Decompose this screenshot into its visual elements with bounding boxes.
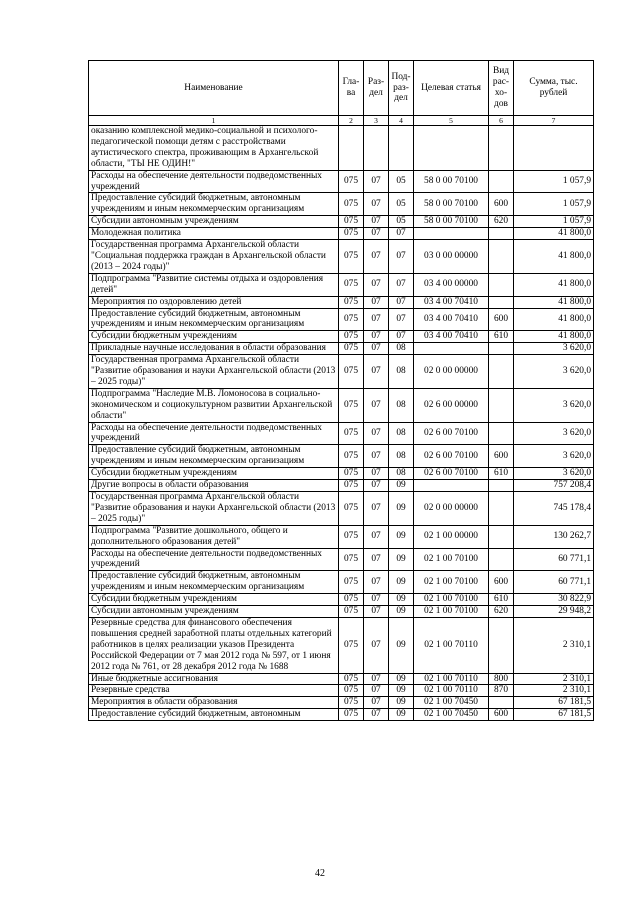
row-glava: 075 (339, 296, 364, 308)
row-vid (489, 697, 514, 709)
row-target: 02 1 00 70450 (414, 697, 489, 709)
row-glava: 075 (339, 480, 364, 492)
row-sum: 67 181,5 (514, 709, 594, 721)
row-sum: 41 800,0 (514, 296, 594, 308)
row-sum: 41 800,0 (514, 308, 594, 331)
row-name: Государственная программа Архангельской области "Развитие образования и науки Архангельской области (2013 – 2025 годы)" (89, 492, 339, 526)
row-sum: 41 800,0 (514, 331, 594, 343)
header-podrazdel: Под-раз-дел (389, 61, 414, 116)
row-sum: 1 057,9 (514, 216, 594, 228)
row-name: Подпрограмма "Развитие системы отдыха и оздоровления детей" (89, 273, 339, 296)
row-vid: 610 (489, 468, 514, 480)
row-target: 02 1 00 70100 (414, 594, 489, 606)
table-row (89, 445, 594, 468)
row-podrazdel: 05 (389, 170, 414, 193)
row-target: 02 1 00 70100 (414, 571, 489, 594)
row-glava: 075 (339, 343, 364, 355)
row-vid: 620 (489, 216, 514, 228)
header-name: Наименование (89, 61, 339, 116)
row-podrazdel: 05 (389, 216, 414, 228)
row-name: Субсидии бюджетным учреждениям (89, 468, 339, 480)
table-row (89, 492, 594, 526)
row-glava: 075 (339, 697, 364, 709)
row-glava: 075 (339, 273, 364, 296)
row-target: 02 1 00 00000 (414, 525, 489, 548)
row-vid (489, 240, 514, 274)
table-row (89, 571, 594, 594)
table-row (89, 422, 594, 445)
row-razdel: 07 (364, 355, 389, 389)
row-name: Подпрограмма "Развитие дошкольного, общего и дополнительного образования детей" (89, 525, 339, 548)
row-vid (489, 617, 514, 673)
row-sum: 41 800,0 (514, 273, 594, 296)
row-sum: 30 822,9 (514, 594, 594, 606)
table-row (89, 126, 594, 171)
row-glava: 075 (339, 617, 364, 673)
table-row (89, 697, 594, 709)
row-sum: 41 800,0 (514, 240, 594, 274)
row-razdel: 07 (364, 170, 389, 193)
row-podrazdel: 08 (389, 388, 414, 422)
row-vid (489, 355, 514, 389)
row-razdel: 07 (364, 422, 389, 445)
row-sum: 3 620,0 (514, 388, 594, 422)
row-razdel: 07 (364, 308, 389, 331)
row-podrazdel: 09 (389, 709, 414, 721)
table-row (89, 468, 594, 480)
row-name: Расходы на обеспечение деятельности подведомственных учреждений (89, 422, 339, 445)
page-number: 42 (315, 868, 325, 879)
row-razdel: 07 (364, 709, 389, 721)
row-name: Предоставление субсидий бюджетным, автономным учреждениям и иным некоммерческим организациям (89, 445, 339, 468)
row-podrazdel: 07 (389, 308, 414, 331)
col-number: 1 (89, 116, 339, 126)
row-glava: 075 (339, 193, 364, 216)
row-razdel: 07 (364, 240, 389, 274)
row-name: Молодежная политика (89, 228, 339, 240)
row-name: Мероприятия в области образования (89, 697, 339, 709)
row-razdel: 07 (364, 571, 389, 594)
row-name: Расходы на обеспечение деятельности подведомственных учреждений (89, 170, 339, 193)
row-podrazdel: 07 (389, 228, 414, 240)
table-row (89, 480, 594, 492)
row-podrazdel: 08 (389, 343, 414, 355)
table-row (89, 594, 594, 606)
row-vid (489, 273, 514, 296)
row-name: Предоставление субсидий бюджетным, автономным учреждениям и иным некоммерческим организациям (89, 308, 339, 331)
row-glava: 075 (339, 525, 364, 548)
table-row (89, 273, 594, 296)
row-podrazdel: 09 (389, 492, 414, 526)
row-glava: 075 (339, 445, 364, 468)
row-vid (489, 480, 514, 492)
row-sum: 60 771,1 (514, 548, 594, 571)
table-row (89, 548, 594, 571)
row-razdel: 07 (364, 525, 389, 548)
row-razdel: 07 (364, 228, 389, 240)
row-target (414, 228, 489, 240)
row-razdel: 07 (364, 697, 389, 709)
row-vid (489, 170, 514, 193)
row-target: 03 0 00 00000 (414, 240, 489, 274)
row-name: Иные бюджетные ассигнования (89, 673, 339, 685)
row-target: 02 0 00 00000 (414, 355, 489, 389)
table-row (89, 216, 594, 228)
row-glava: 075 (339, 594, 364, 606)
row-razdel: 07 (364, 331, 389, 343)
row-target: 02 1 00 70100 (414, 548, 489, 571)
row-podrazdel: 07 (389, 273, 414, 296)
row-vid: 600 (489, 193, 514, 216)
row-podrazdel: 09 (389, 594, 414, 606)
row-glava: 075 (339, 606, 364, 618)
row-vid (489, 492, 514, 526)
row-name: Мероприятия по оздоровлению детей (89, 296, 339, 308)
row-target: 02 6 00 00000 (414, 388, 489, 422)
table-row (89, 228, 594, 240)
row-sum: 2 310,1 (514, 685, 594, 697)
row-vid (489, 525, 514, 548)
row-podrazdel: 09 (389, 606, 414, 618)
row-name: Резервные средства (89, 685, 339, 697)
row-razdel: 07 (364, 468, 389, 480)
row-glava: 075 (339, 685, 364, 697)
row-glava: 075 (339, 548, 364, 571)
row-podrazdel: 09 (389, 525, 414, 548)
row-podrazdel: 09 (389, 548, 414, 571)
table-row (89, 355, 594, 389)
row-vid: 870 (489, 685, 514, 697)
table-row (89, 308, 594, 331)
row-target: 02 6 00 70100 (414, 422, 489, 445)
row-glava: 075 (339, 673, 364, 685)
col-number: 3 (364, 116, 389, 126)
row-vid: 800 (489, 673, 514, 685)
row-name: Государственная программа Архангельской области "Социальная поддержка граждан в Архангельской области (2013 – 2024 годы)" (89, 240, 339, 274)
row-sum: 60 771,1 (514, 571, 594, 594)
row-razdel: 07 (364, 193, 389, 216)
row-glava: 075 (339, 308, 364, 331)
row-name: Прикладные научные исследования в области образования (89, 343, 339, 355)
table-row (89, 525, 594, 548)
header-glava: Гла-ва (339, 61, 364, 116)
row-name: Предоставление субсидий бюджетным, автономным учреждениям и иным некоммерческим организациям (89, 571, 339, 594)
row-name: Субсидии автономным учреждениям (89, 606, 339, 618)
row-name: Подпрограмма "Наследие М.В. Ломоносова в социально-экономическом и социокультурном развитии Архангельской области" (89, 388, 339, 422)
row-vid: 600 (489, 709, 514, 721)
row-sum: 3 620,0 (514, 422, 594, 445)
row-razdel: 07 (364, 673, 389, 685)
row-name: оказанию комплексной медико-социальной и психолого-педагогической помощи детям с расстройствами аутистического спектра, проживающим в Архангельской области, "ТЫ НЕ ОДИН!" (89, 126, 339, 171)
row-vid (489, 422, 514, 445)
row-razdel: 07 (364, 216, 389, 228)
row-razdel: 07 (364, 273, 389, 296)
row-target: 03 4 00 70410 (414, 331, 489, 343)
row-target: 58 0 00 70100 (414, 193, 489, 216)
header-vid: Вид рас-хо-дов (489, 61, 514, 116)
row-target: 02 6 00 70100 (414, 445, 489, 468)
row-podrazdel: 07 (389, 240, 414, 274)
row-sum: 2 310,1 (514, 617, 594, 673)
row-sum: 29 948,2 (514, 606, 594, 618)
header-razdel: Раз-дел (364, 61, 389, 116)
row-name: Субсидии бюджетным учреждениям (89, 594, 339, 606)
row-target: 02 1 00 70110 (414, 685, 489, 697)
row-name: Резервные средства для финансового обеспечения повышения средней заработной платы отдельных категорий работников в целях реализации указов Президента Российской Федерации от 7 мая 2012 года № 597, от 1 июня 2012 года № 761, от 28 декабря 2012 года № 1688 (89, 617, 339, 673)
row-name: Другие вопросы в области образования (89, 480, 339, 492)
row-target: 02 1 00 70100 (414, 606, 489, 618)
table-row (89, 617, 594, 673)
row-podrazdel: 07 (389, 296, 414, 308)
row-podrazdel: 08 (389, 422, 414, 445)
table-row (89, 709, 594, 721)
row-podrazdel: 09 (389, 685, 414, 697)
table-body (89, 126, 594, 721)
row-vid (489, 548, 514, 571)
row-podrazdel: 07 (389, 331, 414, 343)
row-vid: 600 (489, 445, 514, 468)
table-row (89, 170, 594, 193)
row-sum: 3 620,0 (514, 343, 594, 355)
table-row (89, 296, 594, 308)
row-sum: 1 057,9 (514, 193, 594, 216)
row-podrazdel: 08 (389, 355, 414, 389)
row-podrazdel: 05 (389, 193, 414, 216)
row-razdel: 07 (364, 388, 389, 422)
row-target: 02 1 00 70110 (414, 673, 489, 685)
row-target: 03 4 00 70410 (414, 296, 489, 308)
row-podrazdel: 09 (389, 617, 414, 673)
row-razdel: 07 (364, 685, 389, 697)
row-razdel: 07 (364, 343, 389, 355)
row-razdel: 07 (364, 594, 389, 606)
row-sum: 3 620,0 (514, 468, 594, 480)
row-razdel: 07 (364, 445, 389, 468)
row-glava: 075 (339, 492, 364, 526)
row-podrazdel: 08 (389, 445, 414, 468)
header-sum: Сумма, тыс. рублей (514, 61, 594, 116)
row-sum: 3 620,0 (514, 355, 594, 389)
row-podrazdel: 08 (389, 468, 414, 480)
table-row (89, 388, 594, 422)
row-podrazdel: 09 (389, 571, 414, 594)
row-name: Субсидии автономным учреждениям (89, 216, 339, 228)
row-glava: 075 (339, 709, 364, 721)
table-row (89, 193, 594, 216)
table-row (89, 673, 594, 685)
table-row (89, 343, 594, 355)
row-sum: 3 620,0 (514, 445, 594, 468)
row-sum: 745 178,4 (514, 492, 594, 526)
row-vid: 620 (489, 606, 514, 618)
row-razdel (364, 126, 389, 171)
row-vid: 610 (489, 594, 514, 606)
row-vid (489, 296, 514, 308)
row-vid: 600 (489, 308, 514, 331)
row-vid: 600 (489, 571, 514, 594)
row-razdel: 07 (364, 606, 389, 618)
row-glava (339, 126, 364, 171)
row-podrazdel: 09 (389, 673, 414, 685)
table-row (89, 606, 594, 618)
row-glava: 075 (339, 468, 364, 480)
row-glava: 075 (339, 388, 364, 422)
col-number: 6 (489, 116, 514, 126)
row-sum: 67 181,5 (514, 697, 594, 709)
table-row (89, 685, 594, 697)
col-number: 4 (389, 116, 414, 126)
col-number: 5 (414, 116, 489, 126)
row-vid (489, 388, 514, 422)
row-target: 02 1 00 70110 (414, 617, 489, 673)
row-target: 03 4 00 00000 (414, 273, 489, 296)
row-name: Субсидии бюджетным учреждениям (89, 331, 339, 343)
row-glava: 075 (339, 228, 364, 240)
row-sum: 41 800,0 (514, 228, 594, 240)
row-glava: 075 (339, 571, 364, 594)
row-razdel: 07 (364, 492, 389, 526)
header-row (89, 61, 594, 116)
row-sum: 757 208,4 (514, 480, 594, 492)
row-name: Государственная программа Архангельской области "Развитие образования и науки Архангельской области (2013 – 2025 годы)" (89, 355, 339, 389)
row-glava: 075 (339, 355, 364, 389)
row-target (414, 126, 489, 171)
row-razdel: 07 (364, 480, 389, 492)
row-target: 58 0 00 70100 (414, 216, 489, 228)
row-glava: 075 (339, 331, 364, 343)
budget-table (88, 60, 594, 721)
row-glava: 075 (339, 170, 364, 193)
col-number: 7 (514, 116, 594, 126)
row-glava: 075 (339, 216, 364, 228)
row-vid: 610 (489, 331, 514, 343)
row-vid (489, 228, 514, 240)
table-row (89, 331, 594, 343)
row-name: Предоставление субсидий бюджетным, автономным учреждениям и иным некоммерческим организациям (89, 193, 339, 216)
row-target: 02 6 00 70100 (414, 468, 489, 480)
row-sum: 1 057,9 (514, 170, 594, 193)
header-target: Целевая статья (414, 61, 489, 116)
row-razdel: 07 (364, 617, 389, 673)
row-razdel: 07 (364, 548, 389, 571)
row-vid (489, 126, 514, 171)
document-page (88, 60, 593, 721)
row-glava: 075 (339, 240, 364, 274)
row-vid (489, 343, 514, 355)
row-target (414, 480, 489, 492)
table-row (89, 240, 594, 274)
row-podrazdel (389, 126, 414, 171)
row-target: 02 1 00 70450 (414, 709, 489, 721)
row-glava: 075 (339, 422, 364, 445)
row-target: 02 0 00 00000 (414, 492, 489, 526)
row-sum (514, 126, 594, 171)
row-sum: 2 310,1 (514, 673, 594, 685)
row-target: 03 4 00 70410 (414, 308, 489, 331)
row-podrazdel: 09 (389, 480, 414, 492)
column-number-row (89, 116, 594, 126)
row-target: 58 0 00 70100 (414, 170, 489, 193)
row-razdel: 07 (364, 296, 389, 308)
row-sum: 130 262,7 (514, 525, 594, 548)
row-name: Предоставление субсидий бюджетным, автономным (89, 709, 339, 721)
row-podrazdel: 09 (389, 697, 414, 709)
row-target (414, 343, 489, 355)
row-name: Расходы на обеспечение деятельности подведомственных учреждений (89, 548, 339, 571)
col-number: 2 (339, 116, 364, 126)
